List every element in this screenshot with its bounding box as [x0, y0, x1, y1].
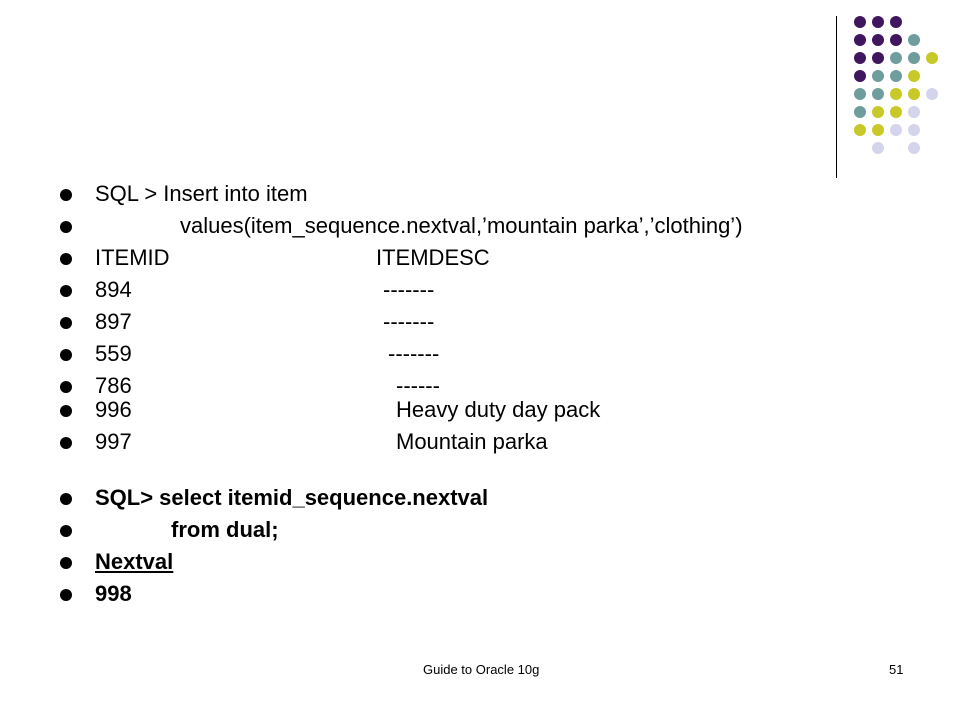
list-item — [0, 338, 960, 370]
list-item — [0, 546, 960, 578]
item-desc: Mountain parka — [396, 429, 548, 454]
item-id: 894 — [95, 277, 132, 302]
bullet-icon — [60, 253, 72, 265]
list-item — [0, 514, 960, 546]
bullet-icon — [60, 381, 72, 393]
list-item — [0, 306, 960, 338]
item-desc: ------- — [388, 341, 440, 366]
item-desc: Heavy duty day pack — [396, 397, 601, 422]
column-header-itemdesc: ITEMDESC — [376, 245, 490, 270]
item-id: 996 — [95, 397, 132, 422]
list-item — [0, 482, 960, 514]
page-number: 51 — [889, 662, 904, 677]
sql-from-line: from dual; — [171, 517, 279, 542]
list-item — [0, 426, 960, 458]
column-header-itemid: ITEMID — [95, 245, 170, 270]
list-item — [0, 242, 960, 274]
item-id: 897 — [95, 309, 132, 334]
list-item — [0, 578, 960, 610]
bullet-icon — [60, 285, 72, 297]
item-desc: ------ — [396, 373, 440, 398]
bullet-icon — [60, 189, 72, 201]
result-value: 998 — [95, 581, 132, 606]
footer-title: Guide to Oracle 10g — [423, 662, 540, 677]
sql-insert-line: SQL > Insert into item — [95, 181, 308, 206]
list-item — [0, 178, 960, 210]
bullet-icon — [60, 525, 72, 537]
bullet-icon — [60, 221, 72, 233]
item-id: 559 — [95, 341, 132, 366]
item-id: 786 — [95, 373, 132, 398]
result-column-header: Nextval — [95, 549, 174, 574]
list-item — [0, 394, 960, 426]
bullet-icon — [60, 349, 72, 361]
sql-values-line: values(item_sequence.nextval,’mountain parka’,’clothing’) — [180, 213, 743, 238]
bullet-icon — [60, 405, 72, 417]
list-item — [0, 210, 960, 242]
bullet-icon — [60, 589, 72, 601]
bullet-icon — [60, 557, 72, 569]
sql-select-line: SQL> select itemid_sequence.nextval — [95, 485, 489, 510]
bullet-icon — [60, 493, 72, 505]
item-id: 997 — [95, 429, 132, 454]
bullet-icon — [60, 437, 72, 449]
list-item — [0, 274, 960, 306]
bullet-icon — [60, 317, 72, 329]
item-desc: ------- — [383, 277, 435, 302]
item-desc: ------- — [383, 309, 435, 334]
